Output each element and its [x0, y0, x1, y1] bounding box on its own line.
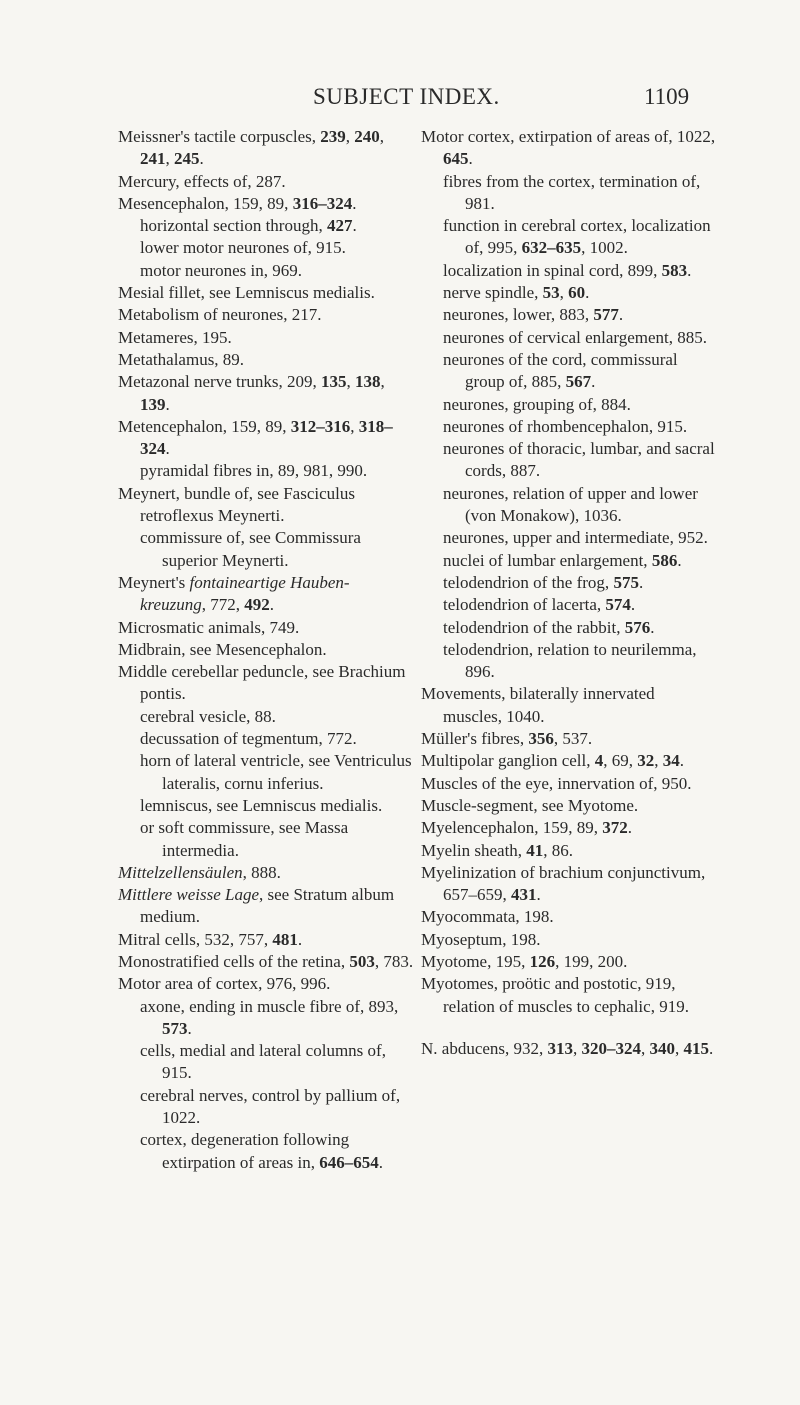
- entry-text: .: [269, 595, 274, 615]
- index-entry: [118, 661, 414, 706]
- bold-page-ref: 240: [354, 127, 380, 146]
- entry-text: neurones of cervical enlargement, 885.: [443, 327, 708, 347]
- index-subentry: [421, 416, 717, 438]
- entry-text: .: [679, 751, 684, 771]
- index-subentry: [421, 304, 717, 326]
- entry-text: .: [591, 372, 596, 392]
- running-title: SUBJECT INDEX.: [313, 84, 500, 109]
- entry-text: Mercury, effects of, 287.: [118, 171, 286, 191]
- entry-text: .: [618, 305, 624, 325]
- entry-text: Monostratified cells of the retina,: [118, 951, 350, 971]
- bold-page-ref: 567: [565, 372, 592, 392]
- bold-page-ref: 241: [140, 149, 166, 169]
- entry-text: ,: [165, 149, 174, 169]
- entry-text: ,: [654, 751, 663, 771]
- entry-text: ,: [346, 372, 355, 392]
- entry-text: Motor cortex, extirpation of areas of, 1022,: [421, 127, 716, 146]
- entry-text: ,: [345, 127, 355, 146]
- index-entry: [118, 951, 414, 973]
- entry-text: Midbrain, see Mesencephalon.: [118, 639, 327, 659]
- entry-text: neurones, upper and intermediate, 952.: [443, 528, 708, 548]
- entry-text: Meynert, bundle of, see Fasciculus retroflexus Meynerti.: [118, 483, 355, 526]
- entry-text: Meynert's: [118, 572, 190, 592]
- index-subentry: [118, 996, 414, 1041]
- index-subentry: [118, 260, 414, 282]
- entry-text: cortex, degeneration following extirpation of areas in,: [140, 1130, 350, 1172]
- index-entry: [421, 773, 717, 795]
- index-subentry: [421, 483, 717, 528]
- index-entry: [118, 304, 414, 326]
- entry-text: Movements, bilaterally innervated muscles, 1040.: [421, 684, 655, 726]
- entry-text: telodendrion, relation to neurilemma, 896.: [443, 639, 697, 682]
- index-subentry: [118, 527, 414, 572]
- entry-text: neurones of thoracic, lumbar, and sacral cords, 887.: [443, 439, 715, 481]
- index-subentry: [118, 728, 414, 750]
- entry-text: Muscles of the eye, innervation of, 950.: [421, 773, 692, 793]
- index-entry: [421, 973, 717, 1018]
- index-entry: [118, 282, 414, 304]
- entry-text: , 1002.: [581, 238, 628, 258]
- entry-text: cerebral vesicle, 88.: [140, 706, 276, 726]
- entry-text: Middle cerebellar peduncle, see Brachium pontis.: [118, 662, 406, 704]
- index-entry: [421, 906, 717, 928]
- bold-page-ref: 577: [593, 305, 619, 325]
- entry-text: Muscle-segment, see Myotome.: [421, 795, 639, 815]
- entry-text: neurones of the cord, commissural group of, 885,: [443, 349, 678, 392]
- entry-text: nuclei of lumbar enlargement,: [443, 550, 652, 570]
- index-subentry: [421, 594, 717, 616]
- bold-page-ref: 583: [661, 260, 688, 280]
- entry-text: Mitral cells, 532, 757,: [118, 929, 273, 949]
- entry-text: .: [687, 260, 692, 280]
- bold-page-ref: 320–324: [581, 1038, 642, 1058]
- entry-text: lemniscus, see Lemniscus medialis.: [140, 795, 383, 815]
- entry-text: , 783.: [374, 951, 414, 971]
- entry-text: Multipolar ganglion cell,: [421, 751, 595, 771]
- bold-page-ref: 318–324: [140, 416, 393, 459]
- entry-text: , 888.: [242, 862, 281, 882]
- entry-text: ,: [573, 1038, 582, 1058]
- entry-text: .: [630, 595, 636, 615]
- bold-page-ref: 239: [320, 127, 346, 146]
- entry-text: cerebral nerves, control by pallium of, 1022.: [140, 1085, 401, 1128]
- entry-text: , 537.: [553, 729, 593, 749]
- entry-text: Metameres, 195.: [118, 327, 232, 347]
- entry-text: nerve spindle,: [443, 283, 543, 303]
- entry-text: horn of lateral ventricle, see Ventriculus lateralis, cornu inferius.: [140, 751, 412, 793]
- entry-text: Myelin sheath,: [421, 840, 527, 860]
- index-entry: [421, 817, 717, 839]
- entry-text: .: [585, 283, 590, 303]
- index-entry: [118, 973, 414, 995]
- entry-text: , see Stratum album medium.: [140, 885, 395, 927]
- entry-text: .: [378, 1152, 383, 1172]
- entry-text: Metathalamus, 89.: [118, 349, 245, 369]
- index-entry: [118, 327, 414, 349]
- index-entry: [421, 951, 717, 973]
- index-entry: [421, 126, 717, 171]
- bold-page-ref: 573: [162, 1018, 188, 1038]
- entry-text: function in cerebral cortex, localization of, 995,: [443, 216, 711, 258]
- index-column-right: [421, 126, 717, 1060]
- index-subentry: [421, 171, 717, 216]
- index-entry: [118, 862, 414, 884]
- bold-page-ref: 427: [326, 216, 353, 236]
- index-subentry: [421, 550, 717, 572]
- page-number: 1109: [644, 84, 690, 109]
- entry-text: .: [536, 885, 541, 905]
- entry-text: horizontal section through,: [140, 216, 327, 236]
- index-entry: [118, 193, 414, 215]
- italic-term: Mittlere weisse Lage: [118, 885, 260, 905]
- entry-text: Metazonal nerve trunks, 209,: [118, 372, 321, 392]
- entry-text: Myotome, 195,: [421, 951, 530, 971]
- entry-text: .: [709, 1038, 714, 1058]
- entry-text: ,: [380, 372, 385, 392]
- entry-text: .: [468, 149, 473, 169]
- bold-page-ref: 646–654: [319, 1152, 379, 1172]
- bold-page-ref: 575: [613, 572, 639, 592]
- italic-term: fontaineartige Hauben-kreuzung: [140, 572, 350, 615]
- index-subentry: [118, 460, 414, 482]
- entry-text: .: [187, 1018, 192, 1038]
- entry-text: neurones, grouping of, 884.: [443, 394, 631, 414]
- bold-page-ref: 356: [528, 729, 554, 749]
- bold-page-ref: 645: [443, 149, 469, 169]
- index-subentry: [421, 327, 717, 349]
- entry-text: decussation of tegmentum, 772.: [140, 729, 357, 749]
- entry-text: fibres from the cortex, termination of, 981.: [443, 171, 701, 213]
- index-subentry: [421, 282, 717, 304]
- entry-text: neurones, relation of upper and lower (von Monakow), 1036.: [443, 483, 698, 526]
- bold-page-ref: 135: [321, 372, 347, 392]
- bold-page-ref: 632–635: [521, 238, 582, 258]
- bold-page-ref: 340: [649, 1038, 676, 1058]
- entry-text: .: [638, 572, 644, 592]
- entry-text: Myelinization of brachium conjunctivum, 657–659,: [421, 862, 706, 905]
- bold-page-ref: 576: [624, 617, 651, 637]
- entry-text: .: [677, 550, 682, 570]
- index-entry: [118, 349, 414, 371]
- index-subentry: [421, 438, 717, 483]
- entry-text: .: [352, 216, 357, 236]
- entry-text: , 69,: [603, 751, 638, 771]
- index-subentry: [421, 617, 717, 639]
- bold-page-ref: 34: [662, 751, 680, 771]
- bold-page-ref: 60: [568, 283, 586, 303]
- entry-text: Myelencephalon, 159, 89,: [421, 818, 603, 838]
- entry-text: Myotomes, proötic and postotic, 919, relation of muscles to cephalic, 919.: [421, 974, 689, 1016]
- entry-text: pyramidal fibres in, 89, 981, 990.: [140, 461, 368, 481]
- entry-text: or soft commissure, see Massa intermedia.: [140, 818, 349, 860]
- entry-text: ,: [350, 416, 359, 436]
- entry-text: localization in spinal cord, 899,: [443, 260, 662, 280]
- index-entry: [118, 639, 414, 661]
- bold-page-ref: 431: [511, 885, 537, 905]
- bold-page-ref: 312–316: [290, 416, 351, 436]
- index-entry: [118, 171, 414, 193]
- bold-page-ref: 415: [683, 1038, 710, 1058]
- index-subentry: [118, 215, 414, 237]
- bold-page-ref: 586: [651, 550, 678, 570]
- entry-text: axone, ending in muscle fibre of, 893,: [140, 996, 399, 1016]
- bold-page-ref: 574: [605, 595, 631, 615]
- index-subentry: [118, 1129, 414, 1174]
- bold-page-ref: 316–324: [292, 193, 353, 213]
- entry-text: Mesencephalon, 159, 89,: [118, 193, 293, 213]
- entry-text: commissure of, see Commissura superior Meynerti.: [140, 528, 361, 570]
- entry-text: , 199, 200.: [555, 951, 628, 971]
- index-entry: [421, 1038, 717, 1060]
- index-subentry: [118, 237, 414, 259]
- entry-text: neurones, lower, 883,: [443, 305, 594, 325]
- italic-term: Mittelzellensäulen: [118, 862, 243, 882]
- bold-page-ref: 32: [637, 751, 655, 771]
- bold-page-ref: 53: [542, 283, 560, 303]
- bold-page-ref: 41: [526, 840, 544, 860]
- entry-text: .: [199, 149, 204, 169]
- entry-text: ,: [559, 283, 569, 303]
- index-entry: [118, 371, 414, 416]
- index-subentry: [421, 527, 717, 549]
- index-entry: [421, 795, 717, 817]
- entry-text: .: [650, 617, 655, 637]
- index-entry: [118, 884, 414, 929]
- entry-text: , 86.: [543, 840, 574, 860]
- entry-text: Metencephalon, 159, 89,: [118, 416, 291, 436]
- entry-text: Mesial fillet, see Lemniscus medialis.: [118, 283, 375, 303]
- bold-page-ref: 126: [529, 951, 556, 971]
- entry-text: cells, medial and lateral columns of, 915.: [140, 1041, 386, 1083]
- entry-text: .: [165, 394, 170, 414]
- entry-text: Motor area of cortex, 976, 996.: [118, 974, 331, 994]
- entry-text: .: [297, 929, 303, 949]
- entry-text: telodendrion of the frog,: [443, 572, 614, 592]
- entry-text: ,: [641, 1038, 650, 1058]
- entry-text: neurones of rhombencephalon, 915.: [443, 416, 688, 436]
- entry-text: .: [165, 439, 170, 459]
- bold-page-ref: 4: [594, 751, 604, 771]
- index-entry: [118, 929, 414, 951]
- bold-page-ref: 245: [174, 149, 200, 169]
- index-subentry: [118, 750, 414, 795]
- entry-text: N. abducens, 932,: [421, 1038, 548, 1058]
- entry-text: ,: [675, 1038, 684, 1058]
- bold-page-ref: 138: [355, 372, 381, 392]
- entry-text: ,: [379, 127, 385, 146]
- bold-page-ref: 503: [349, 951, 375, 971]
- entry-text: , 772,: [201, 595, 245, 615]
- index-subentry: [118, 706, 414, 728]
- index-entry: [421, 750, 717, 772]
- index-subentry: [421, 215, 717, 260]
- entry-text: telodendrion of lacerta,: [443, 595, 606, 615]
- index-entry: [118, 572, 414, 617]
- entry-text: Meissner's tactile corpuscles,: [118, 127, 321, 146]
- bold-page-ref: 313: [547, 1038, 574, 1058]
- entry-text: Microsmatic animals, 749.: [118, 617, 300, 637]
- entry-text: Myoseptum, 198.: [421, 929, 541, 949]
- entry-text: Metabolism of neurones, 217.: [118, 305, 322, 325]
- index-entry: [118, 126, 414, 171]
- index-entry: [421, 929, 717, 951]
- index-column-left: [118, 126, 414, 1174]
- entry-text: .: [352, 193, 357, 213]
- index-entry: [421, 840, 717, 862]
- page-header: [0, 80, 800, 120]
- bold-page-ref: 139: [140, 394, 166, 414]
- bold-page-ref: 372: [602, 818, 628, 838]
- entry-text: Myocommata, 198.: [421, 907, 554, 927]
- entry-text: .: [627, 818, 633, 838]
- bold-page-ref: 481: [272, 929, 298, 949]
- entry-text: telodendrion of the rabbit,: [443, 617, 625, 637]
- index-subentry: [118, 795, 414, 817]
- entry-text: motor neurones in, 969.: [140, 260, 302, 280]
- index-subentry: [421, 260, 717, 282]
- index-subentry: [118, 817, 414, 862]
- index-subentry: [118, 1085, 414, 1130]
- index-subentry: [421, 639, 717, 684]
- entry-text: lower motor neurones of, 915.: [140, 238, 346, 258]
- index-entry: [421, 728, 717, 750]
- index-entry: [118, 483, 414, 528]
- entry-text: Müller's fibres,: [421, 729, 529, 749]
- index-entry: [118, 617, 414, 639]
- index-subentry: [421, 572, 717, 594]
- index-subentry: [421, 349, 717, 394]
- index-subentry: [118, 1040, 414, 1085]
- index-entry: [421, 683, 717, 728]
- bold-page-ref: 492: [244, 595, 270, 615]
- index-entry: [118, 416, 414, 461]
- index-subentry: [421, 394, 717, 416]
- index-entry: [421, 862, 717, 907]
